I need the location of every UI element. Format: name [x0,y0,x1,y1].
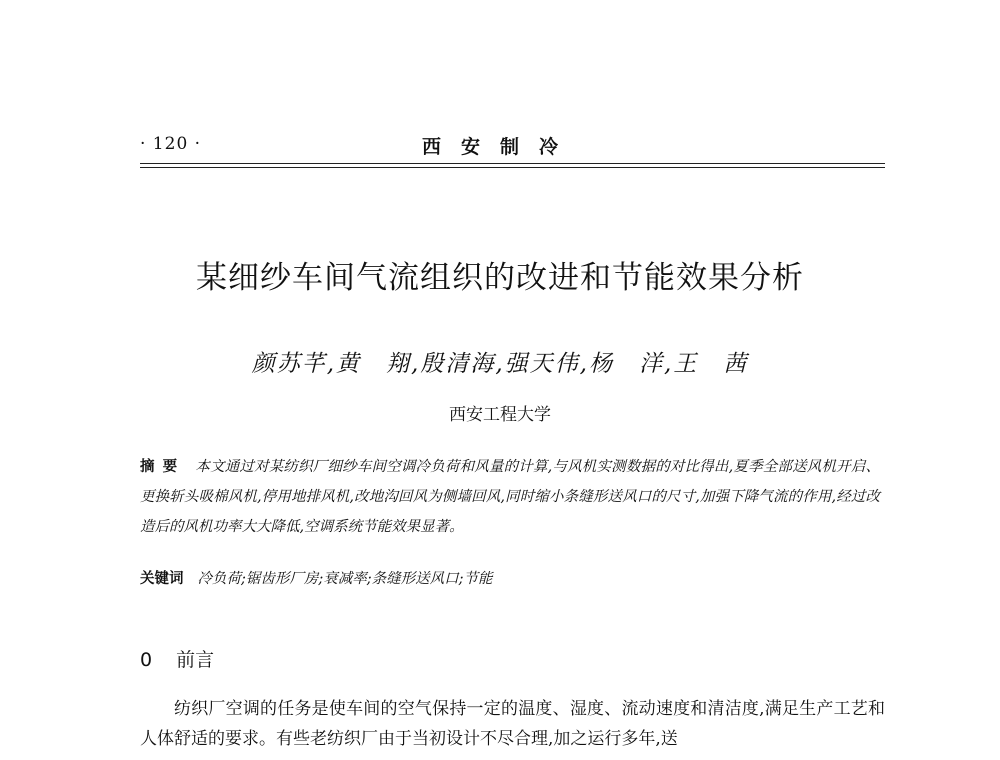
abstract [140,452,880,542]
keywords [140,567,880,588]
abstract-text: 本文通过对某纺织厂细纱车间空调冷负荷和风量的计算,与风机实测数据的对比得出,夏季全部送风机开启、更换斩头吸棉风机,停用地排风机,改地沟回风为侧墙回风,同时缩小条缝形送风口的尺寸,加强下降气流的作用,经过改造后的风机功率大大降低,空调系统节能效果显著。 [140,459,880,535]
section-heading [140,645,214,672]
keywords-text: 冷负荷;锯齿形厂房;衰减率;条缝形送风口;节能 [197,571,493,587]
page-number: · 120 · [140,134,202,154]
affiliation: 西安工程大学 [449,405,551,425]
body-paragraph: 纺织厂空调的任务是使车间的空气保持一定的温度、湿度、流动速度和清洁度,满足生产工艺和人体舒适的要求。有些老纺织厂由于当初设计不尽合理,加之运行多年,送 [140,699,885,749]
header-rule-secondary [140,167,885,168]
section-number: 0 [140,649,153,671]
journal-title: 西安制冷 [421,136,578,158]
authors: 颜苏芊,黄 翔,殷清海,强天伟,杨 洋,王 茜 [251,351,749,377]
section-title: 前言 [176,649,215,671]
header-rule [140,163,885,164]
abstract-label: 摘要 [140,458,186,475]
keywords-label: 关键词 [140,570,184,587]
article-title: 某细纱车间气流组织的改进和节能效果分析 [196,260,804,296]
